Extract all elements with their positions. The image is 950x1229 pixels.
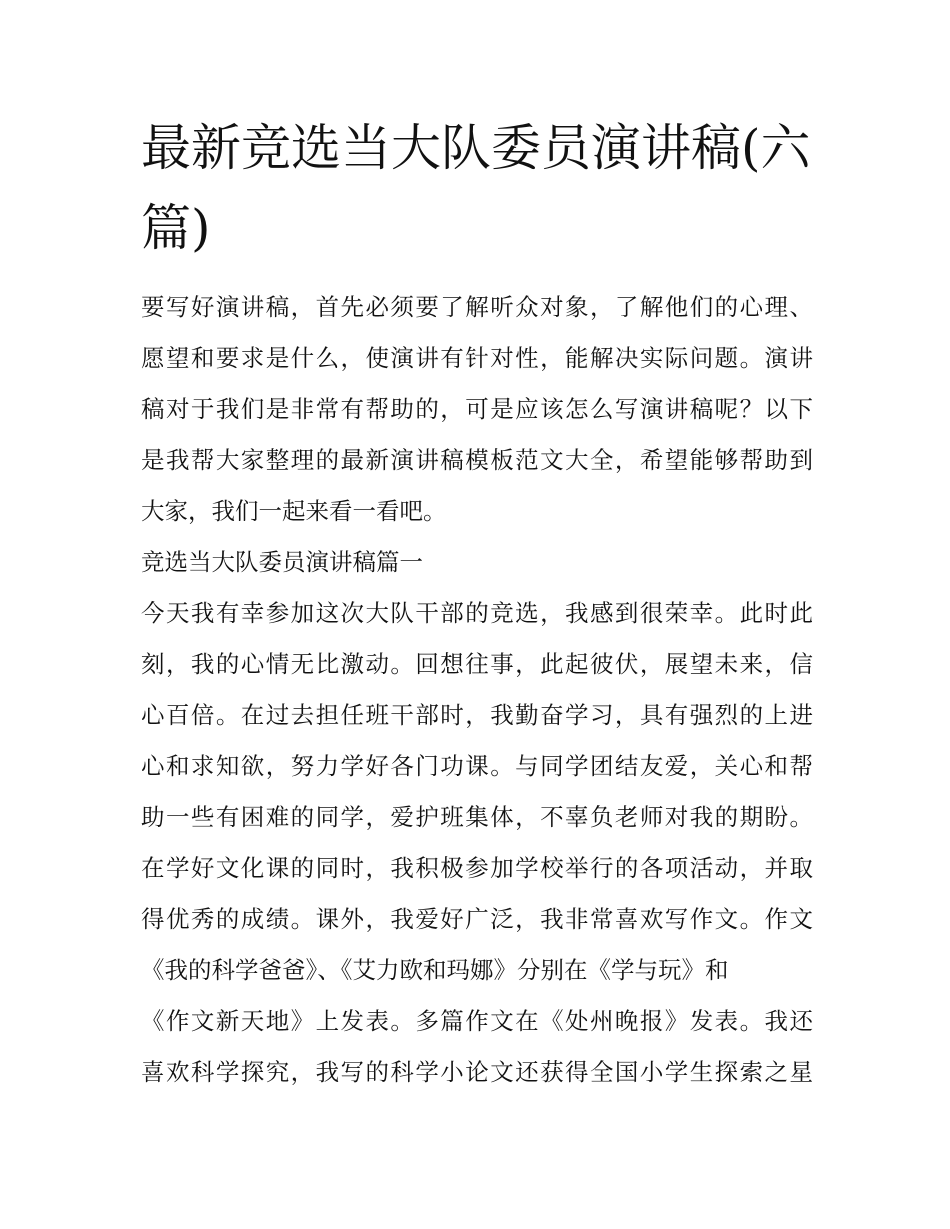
paragraph-line: 是我帮大家整理的最新演讲稿模板范文大全，希望能够帮助到 [141, 446, 813, 474]
paragraph-line: 稿对于我们是非常有帮助的，可是应该怎么写演讲稿呢？以下 [141, 395, 813, 423]
document-page [141, 108, 813, 1098]
paragraph-line: 助一些有困难的同学，爱护班集体，不辜负老师对我的期盼。 [141, 803, 813, 831]
document-title [141, 108, 813, 268]
paragraph-line: 喜欢科学探究，我写的科学小论文还获得全国小学生探索之星 [141, 1058, 813, 1086]
body-paragraph [141, 588, 813, 1098]
intro-paragraph [141, 282, 813, 537]
paragraph-line: 大家，我们一起来看一看吧。 [141, 497, 447, 525]
section-heading: 竞选当大队委员演讲稿篇一 [141, 548, 423, 576]
paragraph-line: 心百倍。在过去担任班干部时，我勤奋学习，具有强烈的上进 [141, 701, 813, 729]
paragraph-line: 得优秀的成绩。课外，我爱好广泛，我非常喜欢写作文。作文 [141, 905, 813, 933]
paragraph-line: 愿望和要求是什么，使演讲有针对性，能解决实际问题。演讲 [141, 344, 813, 372]
title-line: 篇) [141, 199, 211, 257]
paragraph-line: 要写好演讲稿，首先必须要了解听众对象，了解他们的心理、 [141, 293, 813, 321]
paragraph-line: 《我的科学爸爸》、《艾力欧和玛娜》分别在《学与玩》和 [141, 956, 729, 984]
paragraph-line: 《作文新天地》上发表。多篇作文在《处州晚报》发表。我还 [141, 1007, 813, 1035]
paragraph-line: 在学好文化课的同时，我积极参加学校举行的各项活动，并取 [141, 854, 813, 882]
paragraph-line: 刻，我的心情无比激动。回想往事，此起彼伏，展望未来，信 [141, 650, 813, 678]
title-line: 最新竞选当大队委员演讲稿(六 [141, 119, 811, 177]
paragraph-line: 今天我有幸参加这次大队干部的竞选，我感到很荣幸。此时此 [141, 599, 813, 627]
paragraph-line: 心和求知欲，努力学好各门功课。与同学团结友爱，关心和帮 [141, 752, 813, 780]
